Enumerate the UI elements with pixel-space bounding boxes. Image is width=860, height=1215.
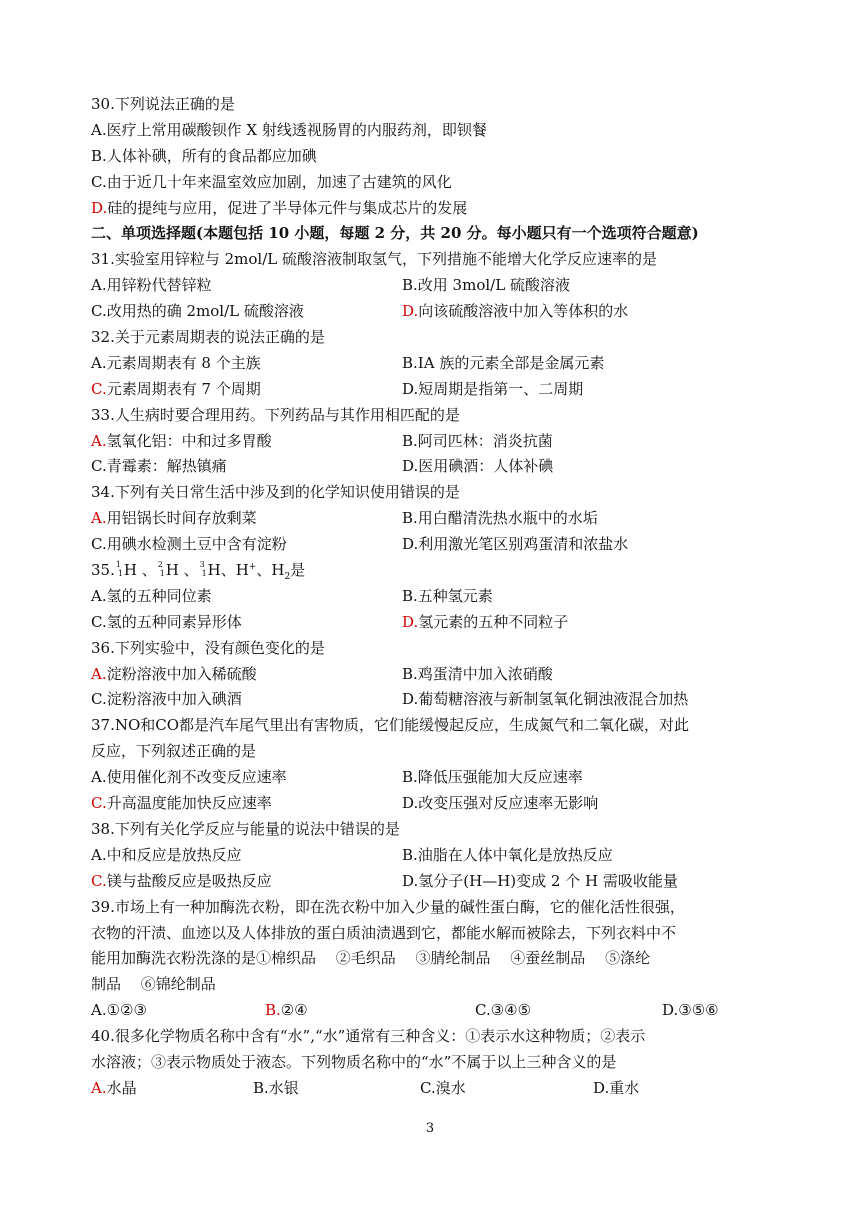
option-text: 用铝锅长时间存放剩菜	[106, 509, 257, 528]
q35-stem	[91, 558, 771, 584]
q34-option-c: C.用碘水检测土豆中含有淀粉	[91, 535, 287, 554]
q39-stem-line-3: 能用加酶洗衣粉洗涤的是①棉织品 ②毛织品 ③腈纶制品 ④蚕丝制品 ⑤涤纶	[91, 949, 651, 968]
q38-option-d: D.氢分子(H—H)变成 2 个 H 需吸收能量	[402, 871, 678, 890]
q40-stem-line-2: 水溶液；③表示物质处于液态。下列物质名称中的“水”不属于以上三种含义的是	[91, 1052, 617, 1071]
q37-option-b: B.降低压强能加大反应速率	[402, 768, 583, 787]
option-text: 氢元素的五种不同粒子	[418, 612, 569, 631]
charge-superscript: +	[248, 562, 257, 573]
stem-tail: 是	[290, 561, 306, 580]
option-text: 升高温度能加快反应速率	[106, 794, 272, 813]
option-text: 淀粉溶液中加入稀硫酸	[106, 664, 257, 683]
section-heading: 二、单项选择题(本题包括 10 小题，每题 2 分，共 20 分。每小题只有一个选项符合题意)	[91, 224, 699, 243]
q39-option-c: C.③④⑤	[475, 1001, 532, 1020]
q37-row-1	[91, 765, 771, 791]
q35-option-a: A.氢的五种同位素	[91, 586, 212, 605]
q33-option-b: B.阿司匹林：消炎抗菌	[402, 431, 553, 450]
q34-row-1	[91, 506, 771, 532]
q32-option-b: B.ⅠA 族的元素全部是金属元素	[402, 353, 605, 372]
answer-letter: D.	[402, 612, 419, 631]
q33-row-2	[91, 454, 771, 480]
q35-number: 35.	[91, 561, 115, 580]
q39-options	[91, 998, 771, 1024]
atomic-number: 1	[117, 569, 123, 579]
q33-option-c: C.青霉素：解热镇痛	[91, 457, 227, 476]
option-text: 元素周期表有 7 个周期	[106, 379, 261, 398]
separator: 、	[136, 561, 157, 580]
q36-option-d: D.葡萄糖溶液与新制氢氧化铜浊液混合加热	[402, 690, 689, 709]
q36-option-c: C.淀粉溶液中加入碘酒	[91, 690, 242, 709]
separator: 、H	[220, 561, 249, 580]
q39-option-a: A.①②③	[91, 1001, 147, 1020]
q32-option-a: A.元素周期表有 8 个主族	[91, 353, 261, 372]
mass-number: 2	[157, 560, 163, 570]
q38-row-1	[91, 843, 771, 869]
answer-letter: C.	[91, 871, 107, 890]
answer-letter: A.	[91, 664, 107, 683]
option-text: ②④	[280, 1001, 308, 1020]
q36-row-1	[91, 662, 771, 688]
q30-stem: 30.下列说法正确的是	[91, 95, 235, 113]
option-text: 向该硫酸溶液中加入等体积的水	[418, 302, 629, 321]
option-text: 镁与盐酸反应是吸热反应	[106, 871, 272, 890]
element-symbol: H	[207, 561, 221, 580]
q32-row-1	[91, 351, 771, 377]
q34-option-a	[91, 506, 257, 532]
isotope-notation	[157, 560, 166, 579]
q35-row-2	[91, 610, 771, 636]
q34-row-2	[91, 532, 771, 558]
q34-stem: 34.下列有关日常生活中涉及到的化学知识使用错误的是	[91, 483, 460, 502]
atomic-number: 1	[201, 569, 207, 579]
q31-row-2	[91, 299, 771, 325]
q31-option-b: B.改用 3mol/L 硫酸溶液	[402, 276, 570, 295]
q37-stem-line-1: 37.NO和CO都是汽车尾气里出有害物质，它们能缓慢起反应，生成氮气和二氧化碳，对此	[91, 716, 690, 735]
mass-number: 1	[115, 560, 121, 570]
q33-option-a	[91, 429, 272, 455]
answer-letter: D.	[402, 302, 419, 321]
q39-option-b	[265, 998, 308, 1024]
q37-option-d: D.改变压强对反应速率无影响	[402, 794, 599, 813]
answer-letter: A.	[91, 431, 107, 450]
q39-stem-line-2: 衣物的汗渍、血迹以及人体排放的蛋白质油渍遇到它，都能水解而被除去，下列衣料中不	[91, 923, 677, 942]
q36-row-2	[91, 687, 771, 713]
q34-option-d: D.利用激光笔区别鸡蛋清和浓盐水	[402, 535, 629, 554]
page-number: 3	[425, 1121, 435, 1136]
q35-option-b: B.五种氢元素	[402, 586, 493, 605]
q31-option-a: A.用锌粉代替锌粒	[91, 276, 212, 295]
atomic-number: 1	[159, 569, 165, 579]
answer-letter: A.	[91, 1078, 107, 1097]
q33-stem: 33.人生病时要合理用药。下列药品与其作用相匹配的是	[91, 405, 460, 424]
option-text: 氢氧化铝：中和过多胃酸	[106, 431, 272, 450]
q32-option-c	[91, 377, 261, 403]
q36-option-a	[91, 662, 257, 688]
answer-letter: A.	[91, 509, 107, 528]
isotope-notation	[115, 560, 124, 579]
q31-stem: 31.实验室用锌粒与 2mol/L 硫酸溶液制取氢气，下列措施不能增大化学反应速率的是	[91, 250, 658, 269]
q37-option-a: A.使用催化剂不改变反应速率	[91, 768, 287, 787]
q39-stem-line-1: 39.市场上有一种加酶洗衣粉，即在洗衣粉中加入少量的碱性蛋白酶，它的催化活性很强，	[91, 897, 685, 916]
q40-option-a	[91, 1076, 137, 1102]
q34-option-b: B.用白醋清洗热水瓶中的水垢	[402, 509, 598, 528]
separator: 、	[178, 561, 199, 580]
q35-option-d	[402, 610, 568, 636]
q35-option-c: C.氢的五种同素异形体	[91, 612, 242, 631]
q39-stem-line-4: 制品 ⑥锦纶制品	[91, 975, 216, 994]
q36-stem: 36.下列实验中，没有颜色变化的是	[91, 638, 325, 657]
q30-option-b: B.人体补碘，所有的食品都应加碘	[91, 146, 317, 165]
isotope-notation	[199, 560, 208, 579]
option-text: 水晶	[106, 1078, 137, 1097]
separator: 、H	[256, 561, 285, 580]
q40-options	[91, 1076, 771, 1102]
q38-row-2	[91, 869, 771, 895]
subscript: 2	[284, 572, 291, 583]
q31-option-c: C.改用热的确 2mol/L 硫酸溶液	[91, 302, 304, 321]
q38-option-b: B.油脂在人体中氧化是放热反应	[402, 845, 613, 864]
q40-option-b: B.水银	[253, 1078, 299, 1097]
q39-option-d: D.③⑤⑥	[662, 1001, 719, 1020]
q31-row-1	[91, 273, 771, 299]
answer-letter: C.	[91, 794, 107, 813]
answer-letter: D.	[91, 198, 108, 217]
page-content	[91, 92, 771, 1102]
q32-option-d: D.短周期是指第一、二周期	[402, 379, 584, 398]
element-symbol: H	[123, 561, 137, 580]
q36-option-b: B.鸡蛋清中加入浓硝酸	[402, 664, 553, 683]
q30-option-c: C.由于近几十年来温室效应加剧，加速了古建筑的风化	[91, 172, 452, 191]
q37-row-2	[91, 791, 771, 817]
q40-option-d: D.重水	[593, 1078, 640, 1097]
q37-option-c	[91, 791, 272, 817]
answer-letter: C.	[91, 379, 107, 398]
q38-option-c	[91, 869, 272, 895]
element-symbol: H	[165, 561, 179, 580]
q40-stem-line-1: 40.很多化学物质名称中含有“水”,“水”通常有三种含义：①表示水这种物质；②表示	[91, 1027, 646, 1046]
q38-option-a: A.中和反应是放热反应	[91, 845, 242, 864]
q31-option-d	[402, 299, 628, 325]
option-text: 硅的提纯与应用，促进了半导体元件与集成芯片的发展	[107, 198, 468, 217]
mass-number: 3	[199, 560, 205, 570]
q32-stem: 32.关于元素周期表的说法正确的是	[91, 328, 325, 347]
q38-stem: 38.下列有关化学反应与能量的说法中错误的是	[91, 819, 400, 838]
q35-row-1	[91, 584, 771, 610]
q33-row-1	[91, 429, 771, 455]
q37-stem-line-2: 反应，下列叙述正确的是	[91, 742, 257, 761]
q40-option-c: C.溴水	[420, 1078, 466, 1097]
q30-option-a: A.医疗上常用碳酸钡作 X 射线透视肠胃的内服药剂，即钡餐	[91, 120, 487, 139]
q30-option-d	[91, 196, 771, 222]
q32-row-2	[91, 377, 771, 403]
q33-option-d: D.医用碘酒：人体补碘	[402, 457, 554, 476]
answer-letter: B.	[265, 1001, 281, 1020]
